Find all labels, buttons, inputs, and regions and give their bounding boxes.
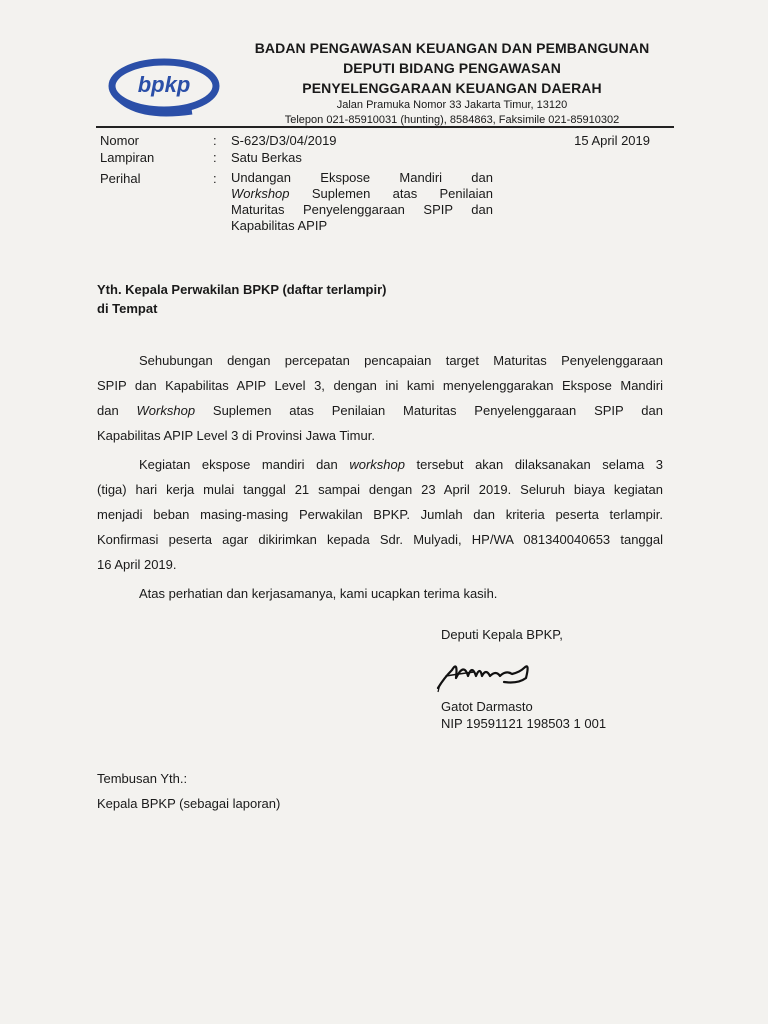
addressee-place: di Tempat <box>97 301 158 316</box>
org-unit: PENYELENGGARAAN KEUANGAN DAERAH <box>302 80 602 96</box>
handwritten-signature <box>434 648 554 694</box>
signature-title: Deputi Kepala BPKP, <box>441 627 563 642</box>
addressee-line: Yth. Kepala Perwakilan BPKP (daftar terlampir) <box>97 282 387 297</box>
bpkp-logo <box>106 46 226 126</box>
meta-row-nomor <box>100 132 660 149</box>
meta-row-perihal <box>100 170 660 240</box>
logo-text: bpkp <box>137 72 191 97</box>
body-line: menjadi beban masing-masing Perwakilan BPKP. Jumlah dan kriteria peserta terlampir. <box>97 507 663 522</box>
body-fragment: Kegiatan ekspose mandiri dan <box>139 457 350 472</box>
subject-text <box>231 170 493 234</box>
body-line <box>97 398 663 423</box>
subject-line: Maturitas Penyelenggaraan SPIP dan <box>231 202 493 217</box>
body-fragment: Suplemen atas Penilaian Maturitas Penyelenggaraan SPIP dan <box>195 403 663 418</box>
perihal-label: Perihal <box>100 171 141 186</box>
subject-line: Undangan Ekspose Mandiri dan <box>231 170 493 185</box>
org-name: BADAN PENGAWASAN KEUANGAN DAN PEMBANGUNAN <box>254 40 650 56</box>
org-contact: Telepon 021-85910031 (hunting), 8584863, Faksimile 021-85910302 <box>284 114 620 126</box>
body-fragment: tersebut akan dilaksanakan selama 3 <box>404 457 663 472</box>
body-line: 16 April 2019. <box>97 557 177 572</box>
body-italic: Workshop <box>136 403 196 418</box>
letterhead <box>232 38 672 128</box>
body-line: (tiga) hari kerja mulai tanggal 21 sampai dengan 23 April 2019. Seluruh biaya kegiatan <box>97 482 663 497</box>
letter-body <box>97 348 663 610</box>
lampiran-value: Satu Berkas <box>231 150 302 165</box>
body-line: Konfirmasi peserta agar dikirimkan kepada Sdr. Mulyadi, HP/WA 081340040653 tanggal <box>97 532 663 547</box>
bpkp-logo-icon <box>106 46 226 126</box>
body-line: Kapabilitas APIP Level 3 di Provinsi Jawa Timur. <box>97 428 375 443</box>
lampiran-colon: : <box>213 150 217 165</box>
subject-line <box>231 186 493 202</box>
addressee <box>97 280 386 318</box>
perihal-colon: : <box>213 171 217 186</box>
body-line <box>97 452 663 477</box>
lampiran-label: Lampiran <box>100 150 155 165</box>
letter-meta <box>100 132 660 240</box>
subject-line-rest: Suplemen atas Penilaian <box>289 186 493 201</box>
letter-date: 15 April 2019 <box>574 133 650 148</box>
body-italic: workshop <box>349 457 405 472</box>
cc-recipient: Kepala BPKP (sebagai laporan) <box>97 796 281 811</box>
subject-italic: Workshop <box>231 186 290 201</box>
paragraph-2 <box>97 452 663 577</box>
org-deputy: DEPUTI BIDANG PENGAWASAN <box>343 60 561 76</box>
paragraph-3 <box>97 581 663 606</box>
letterhead-divider <box>96 126 674 128</box>
meta-row-lampiran <box>100 149 660 166</box>
body-fragment: dan <box>97 403 137 418</box>
signatory-nip: NIP 19591121 198503 1 001 <box>441 716 607 731</box>
body-line: Atas perhatian dan kerjasamanya, kami ucapkan terima kasih. <box>139 586 498 601</box>
subject-line: Kapabilitas APIP <box>231 218 328 233</box>
carbon-copy <box>97 766 280 816</box>
body-line: SPIP dan Kapabilitas APIP Level 3, dengan ini kami menyelenggarakan Ekspose Mandiri <box>97 378 663 393</box>
nomor-value: S-623/D3/04/2019 <box>231 133 337 148</box>
cc-heading: Tembusan Yth.: <box>97 771 188 786</box>
signatory <box>441 698 606 732</box>
nomor-label: Nomor <box>100 133 140 148</box>
org-address: Jalan Pramuka Nomor 33 Jakarta Timur, 13120 <box>336 99 568 111</box>
body-line: Sehubungan dengan percepatan pencapaian target Maturitas Penyelenggaraan <box>139 353 663 368</box>
signatory-name: Gatot Darmasto <box>441 699 533 714</box>
nomor-colon: : <box>213 133 217 148</box>
paragraph-1 <box>97 348 663 448</box>
